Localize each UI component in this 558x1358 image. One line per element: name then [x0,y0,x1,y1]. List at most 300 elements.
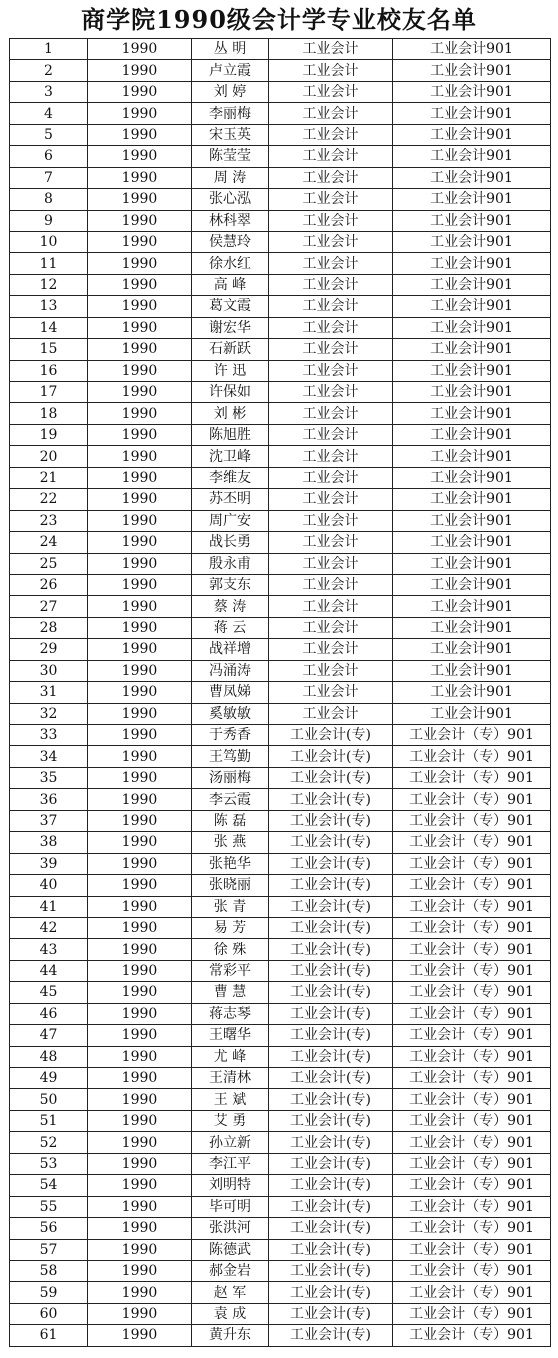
table-row [10,1325,551,1346]
table-row [10,1068,551,1089]
major-cell: 工业会计 [269,339,393,360]
year-cell: 1990 [88,896,192,917]
class-cell: 工业会计（专）901 [393,1068,551,1089]
year-cell: 1990 [88,1260,192,1281]
row-number-cell: 20 [10,446,88,467]
table-row [10,703,551,724]
year-cell: 1990 [88,424,192,445]
row-number-cell: 3 [10,81,88,102]
major-cell: 工业会计 [269,210,393,231]
table-row [10,189,551,210]
class-cell: 工业会计901 [393,382,551,403]
name-cell: 常彩平 [192,960,269,981]
row-number-cell: 60 [10,1303,88,1324]
table-row [10,1046,551,1067]
row-number-cell: 17 [10,382,88,403]
table-row [10,467,551,488]
class-cell: 工业会计（专）901 [393,1218,551,1239]
year-cell: 1990 [88,60,192,81]
row-number-cell: 10 [10,231,88,252]
name-cell: 毕可明 [192,1196,269,1217]
table-row [10,553,551,574]
page-title: 商学院1990级会计学专业校友名单 [81,5,477,34]
major-cell: 工业会计 [269,574,393,595]
name-cell: 曹 慧 [192,982,269,1003]
class-cell: 工业会计（专）901 [393,1089,551,1110]
class-cell: 工业会计901 [393,682,551,703]
year-cell: 1990 [88,1046,192,1067]
table-row [10,489,551,510]
major-cell: 工业会计(专) [269,853,393,874]
name-cell: 许保如 [192,382,269,403]
row-number-cell: 35 [10,767,88,788]
major-cell: 工业会计(专) [269,1325,393,1346]
year-cell: 1990 [88,746,192,767]
name-cell: 高 峰 [192,274,269,295]
row-number-cell: 23 [10,510,88,531]
row-number-cell: 24 [10,532,88,553]
major-cell: 工业会计 [269,446,393,467]
roster-table-body [10,39,551,1347]
table-row [10,1175,551,1196]
table-row [10,510,551,531]
name-cell: 蒋志琴 [192,1003,269,1024]
class-cell: 工业会计901 [393,103,551,124]
year-cell: 1990 [88,725,192,746]
class-cell: 工业会计901 [393,146,551,167]
table-row [10,1196,551,1217]
major-cell: 工业会计(专) [269,1239,393,1260]
major-cell: 工业会计 [269,682,393,703]
year-cell: 1990 [88,403,192,424]
major-cell: 工业会计 [269,489,393,510]
class-cell: 工业会计901 [393,274,551,295]
table-row [10,81,551,102]
table-row [10,982,551,1003]
row-number-cell: 47 [10,1025,88,1046]
class-cell: 工业会计901 [393,167,551,188]
year-cell: 1990 [88,510,192,531]
class-cell: 工业会计（专）901 [393,1175,551,1196]
row-number-cell: 32 [10,703,88,724]
major-cell: 工业会计(专) [269,810,393,831]
major-cell: 工业会计 [269,596,393,617]
major-cell: 工业会计(专) [269,1025,393,1046]
name-cell: 冯涌涛 [192,660,269,681]
name-cell: 谢宏华 [192,317,269,338]
major-cell: 工业会计(专) [269,1282,393,1303]
class-cell: 工业会计901 [393,60,551,81]
name-cell: 黄升东 [192,1325,269,1346]
row-number-cell: 37 [10,810,88,831]
table-row [10,360,551,381]
class-cell: 工业会计（专）901 [393,1260,551,1281]
major-cell: 工业会计(专) [269,789,393,810]
year-cell: 1990 [88,1110,192,1131]
class-cell: 工业会计（专）901 [393,1325,551,1346]
year-cell: 1990 [88,382,192,403]
major-cell: 工业会计(专) [269,1218,393,1239]
table-row [10,789,551,810]
table-row [10,939,551,960]
row-number-cell: 9 [10,210,88,231]
year-cell: 1990 [88,853,192,874]
class-cell: 工业会计901 [393,81,551,102]
year-cell: 1990 [88,231,192,252]
major-cell: 工业会计 [269,639,393,660]
name-cell: 石新跃 [192,339,269,360]
name-cell: 郝金岩 [192,1260,269,1281]
row-number-cell: 59 [10,1282,88,1303]
row-number-cell: 11 [10,253,88,274]
year-cell: 1990 [88,553,192,574]
table-row [10,746,551,767]
name-cell: 殷永甫 [192,553,269,574]
major-cell: 工业会计 [269,253,393,274]
table-row [10,103,551,124]
name-cell: 宋玉英 [192,124,269,145]
row-number-cell: 14 [10,317,88,338]
table-row [10,424,551,445]
name-cell: 战祥增 [192,639,269,660]
row-number-cell: 57 [10,1239,88,1260]
row-number-cell: 61 [10,1325,88,1346]
name-cell: 战长勇 [192,532,269,553]
class-cell: 工业会计（专）901 [393,746,551,767]
table-row [10,574,551,595]
row-number-cell: 43 [10,939,88,960]
class-cell: 工业会计901 [393,124,551,145]
year-cell: 1990 [88,1282,192,1303]
year-cell: 1990 [88,960,192,981]
name-cell: 苏丕明 [192,489,269,510]
class-cell: 工业会计（专）901 [393,1196,551,1217]
major-cell: 工业会计(专) [269,1110,393,1131]
year-cell: 1990 [88,1239,192,1260]
name-cell: 王 斌 [192,1089,269,1110]
major-cell: 工业会计(专) [269,1003,393,1024]
major-cell: 工业会计(专) [269,1046,393,1067]
year-cell: 1990 [88,767,192,788]
class-cell: 工业会计901 [393,703,551,724]
year-cell: 1990 [88,660,192,681]
name-cell: 李云霞 [192,789,269,810]
row-number-cell: 39 [10,853,88,874]
class-cell: 工业会计901 [393,467,551,488]
table-row [10,875,551,896]
row-number-cell: 34 [10,746,88,767]
table-row [10,725,551,746]
year-cell: 1990 [88,917,192,938]
name-cell: 林科翠 [192,210,269,231]
name-cell: 汤丽梅 [192,767,269,788]
year-cell: 1990 [88,81,192,102]
table-row [10,1303,551,1324]
row-number-cell: 15 [10,339,88,360]
table-row [10,1110,551,1131]
class-cell: 工业会计901 [393,574,551,595]
class-cell: 工业会计901 [393,489,551,510]
row-number-cell: 41 [10,896,88,917]
table-row [10,596,551,617]
year-cell: 1990 [88,1303,192,1324]
year-cell: 1990 [88,832,192,853]
name-cell: 王清林 [192,1068,269,1089]
major-cell: 工业会计(专) [269,1260,393,1281]
row-number-cell: 2 [10,60,88,81]
name-cell: 周 涛 [192,167,269,188]
major-cell: 工业会计(专) [269,1303,393,1324]
class-cell: 工业会计901 [393,210,551,231]
major-cell: 工业会计 [269,553,393,574]
table-row [10,167,551,188]
class-cell: 工业会计（专）901 [393,767,551,788]
table-row [10,810,551,831]
name-cell: 蔡 涛 [192,596,269,617]
row-number-cell: 44 [10,960,88,981]
name-cell: 沈卫峰 [192,446,269,467]
row-number-cell: 13 [10,296,88,317]
major-cell: 工业会计 [269,467,393,488]
year-cell: 1990 [88,253,192,274]
class-cell: 工业会计901 [393,532,551,553]
class-cell: 工业会计（专）901 [393,853,551,874]
major-cell: 工业会计(专) [269,917,393,938]
class-cell: 工业会计901 [393,360,551,381]
major-cell: 工业会计(专) [269,982,393,1003]
major-cell: 工业会计 [269,317,393,338]
roster-table [9,38,551,1347]
row-number-cell: 38 [10,832,88,853]
row-number-cell: 53 [10,1153,88,1174]
name-cell: 陈德武 [192,1239,269,1260]
name-cell: 周广安 [192,510,269,531]
year-cell: 1990 [88,146,192,167]
row-number-cell: 40 [10,875,88,896]
major-cell: 工业会计 [269,403,393,424]
table-row [10,1239,551,1260]
row-number-cell: 25 [10,553,88,574]
class-cell: 工业会计（专）901 [393,1025,551,1046]
table-row [10,1218,551,1239]
year-cell: 1990 [88,489,192,510]
row-number-cell: 29 [10,639,88,660]
table-row [10,1025,551,1046]
name-cell: 王曙华 [192,1025,269,1046]
major-cell: 工业会计(专) [269,725,393,746]
table-row [10,446,551,467]
row-number-cell: 26 [10,574,88,595]
year-cell: 1990 [88,639,192,660]
major-cell: 工业会计 [269,382,393,403]
name-cell: 李维友 [192,467,269,488]
class-cell: 工业会计901 [393,617,551,638]
major-cell: 工业会计 [269,617,393,638]
year-cell: 1990 [88,596,192,617]
name-cell: 卢立霞 [192,60,269,81]
major-cell: 工业会计(专) [269,767,393,788]
table-row [10,124,551,145]
name-cell: 赵 军 [192,1282,269,1303]
name-cell: 奚敏敏 [192,703,269,724]
name-cell: 丛 明 [192,39,269,60]
year-cell: 1990 [88,789,192,810]
class-cell: 工业会计901 [393,446,551,467]
year-cell: 1990 [88,1068,192,1089]
major-cell: 工业会计(专) [269,1089,393,1110]
major-cell: 工业会计 [269,424,393,445]
name-cell: 侯慧玲 [192,231,269,252]
row-number-cell: 6 [10,146,88,167]
row-number-cell: 33 [10,725,88,746]
class-cell: 工业会计901 [393,339,551,360]
table-row [10,1260,551,1281]
class-cell: 工业会计（专）901 [393,875,551,896]
year-cell: 1990 [88,39,192,60]
name-cell: 孙立新 [192,1132,269,1153]
class-cell: 工业会计901 [393,639,551,660]
major-cell: 工业会计(专) [269,896,393,917]
major-cell: 工业会计(专) [269,875,393,896]
row-number-cell: 18 [10,403,88,424]
name-cell: 张艳华 [192,853,269,874]
major-cell: 工业会计 [269,189,393,210]
major-cell: 工业会计(专) [269,1068,393,1089]
table-row [10,1089,551,1110]
row-number-cell: 12 [10,274,88,295]
table-row [10,1282,551,1303]
major-cell: 工业会计 [269,124,393,145]
major-cell: 工业会计(专) [269,1153,393,1174]
year-cell: 1990 [88,274,192,295]
name-cell: 陈旭胜 [192,424,269,445]
name-cell: 王笃勤 [192,746,269,767]
class-cell: 工业会计901 [393,424,551,445]
class-cell: 工业会计（专）901 [393,960,551,981]
name-cell: 张洪河 [192,1218,269,1239]
year-cell: 1990 [88,1132,192,1153]
table-row [10,60,551,81]
class-cell: 工业会计901 [393,660,551,681]
year-cell: 1990 [88,1003,192,1024]
table-row [10,403,551,424]
class-cell: 工业会计（专）901 [393,1003,551,1024]
table-row [10,296,551,317]
year-cell: 1990 [88,1153,192,1174]
name-cell: 张晓丽 [192,875,269,896]
class-cell: 工业会计901 [393,296,551,317]
row-number-cell: 45 [10,982,88,1003]
class-cell: 工业会计（专）901 [393,939,551,960]
table-row [10,639,551,660]
name-cell: 徐 殊 [192,939,269,960]
class-cell: 工业会计（专）901 [393,832,551,853]
major-cell: 工业会计 [269,146,393,167]
class-cell: 工业会计（专）901 [393,1239,551,1260]
class-cell: 工业会计901 [393,510,551,531]
table-row [10,339,551,360]
year-cell: 1990 [88,939,192,960]
table-row [10,617,551,638]
class-cell: 工业会计901 [393,253,551,274]
name-cell: 徐水红 [192,253,269,274]
table-row [10,1003,551,1024]
year-cell: 1990 [88,1089,192,1110]
class-cell: 工业会计901 [393,317,551,338]
name-cell: 张 青 [192,896,269,917]
class-cell: 工业会计（专）901 [393,1153,551,1174]
table-row [10,896,551,917]
class-cell: 工业会计（专）901 [393,917,551,938]
table-row [10,960,551,981]
table-row [10,274,551,295]
major-cell: 工业会计(专) [269,832,393,853]
class-cell: 工业会计（专）901 [393,1132,551,1153]
row-number-cell: 28 [10,617,88,638]
row-number-cell: 5 [10,124,88,145]
name-cell: 易 芳 [192,917,269,938]
year-cell: 1990 [88,210,192,231]
class-cell: 工业会计（专）901 [393,896,551,917]
row-number-cell: 36 [10,789,88,810]
year-cell: 1990 [88,574,192,595]
major-cell: 工业会计(专) [269,1132,393,1153]
row-number-cell: 54 [10,1175,88,1196]
name-cell: 袁 成 [192,1303,269,1324]
name-cell: 李江平 [192,1153,269,1174]
name-cell: 刘 婷 [192,81,269,102]
name-cell: 许 迅 [192,360,269,381]
year-cell: 1990 [88,810,192,831]
row-number-cell: 8 [10,189,88,210]
row-number-cell: 42 [10,917,88,938]
year-cell: 1990 [88,446,192,467]
row-number-cell: 31 [10,682,88,703]
table-row [10,767,551,788]
major-cell: 工业会计 [269,510,393,531]
year-cell: 1990 [88,167,192,188]
name-cell: 陈莹莹 [192,146,269,167]
name-cell: 尤 峰 [192,1046,269,1067]
name-cell: 于秀香 [192,725,269,746]
year-cell: 1990 [88,317,192,338]
year-cell: 1990 [88,703,192,724]
row-number-cell: 30 [10,660,88,681]
year-cell: 1990 [88,1175,192,1196]
year-cell: 1990 [88,532,192,553]
class-cell: 工业会计901 [393,189,551,210]
year-cell: 1990 [88,467,192,488]
row-number-cell: 46 [10,1003,88,1024]
row-number-cell: 16 [10,360,88,381]
class-cell: 工业会计（专）901 [393,1282,551,1303]
table-row [10,1153,551,1174]
table-row [10,1132,551,1153]
name-cell: 张心泓 [192,189,269,210]
table-row [10,917,551,938]
major-cell: 工业会计(专) [269,1196,393,1217]
row-number-cell: 27 [10,596,88,617]
class-cell: 工业会计（专）901 [393,982,551,1003]
name-cell: 蒋 云 [192,617,269,638]
class-cell: 工业会计901 [393,553,551,574]
name-cell: 郭支东 [192,574,269,595]
name-cell: 刘明特 [192,1175,269,1196]
year-cell: 1990 [88,124,192,145]
major-cell: 工业会计 [269,296,393,317]
name-cell: 曹凤娣 [192,682,269,703]
row-number-cell: 22 [10,489,88,510]
